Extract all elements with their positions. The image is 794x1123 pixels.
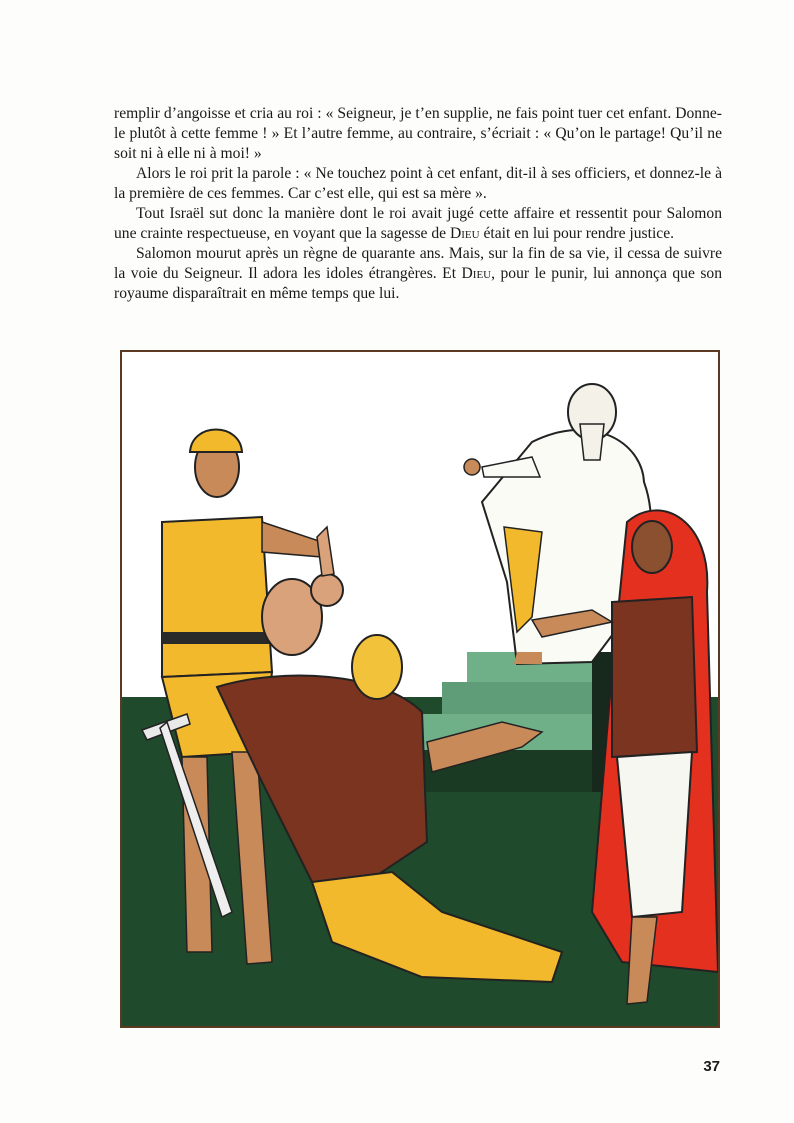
throne-steps <box>417 652 622 792</box>
paragraph-1: remplir d’angoisse et cria au roi : « Seigneur, je t’en supplie, ne fais point tuer cet enfant. Donne-le plutôt à cette femme ! » Et l’autre femme, au contraire, s’écriait : « Qu’on le partage! Qu’il ne soit ni à elle ni à moi! » <box>114 105 722 162</box>
divine-name: Dieu <box>450 225 480 242</box>
paragraph-4-part-1: Salomon mourut après un règne de quarante ans. Mais, sur la fin de sa vie, il cessa de suivre la voie du Seigneur. Il adora les idoles étrangères. Et <box>114 245 722 282</box>
paragraph-4 <box>114 244 722 304</box>
page-number: 37 <box>703 1058 720 1075</box>
divine-name-2: Dieu <box>461 265 492 282</box>
paragraph-3 <box>114 204 722 244</box>
body-text <box>114 104 722 304</box>
paragraph-2: Alors le roi prit la parole : « Ne touchez point à cet enfant, dit-il à ses officiers, et donnez-le à la première de ces femmes. Car c’est elle, qui est sa mère ». <box>114 165 722 202</box>
paragraph-3-part-2: était en lui pour rendre justice. <box>483 225 675 242</box>
paragraph-4-part-2: , pour le punir, lui annonça que son royaume disparaîtrait en même temps que lui. <box>114 265 723 302</box>
paragraph-3-part-1: Tout Israël sut donc la manière dont le roi avait jugé cette affaire et ressentit pour Salomon une crainte respectueuse, en voyant que la sagesse de <box>114 205 722 242</box>
illustration-svg <box>122 352 718 1026</box>
judgment-of-solomon-illustration <box>120 350 720 1028</box>
